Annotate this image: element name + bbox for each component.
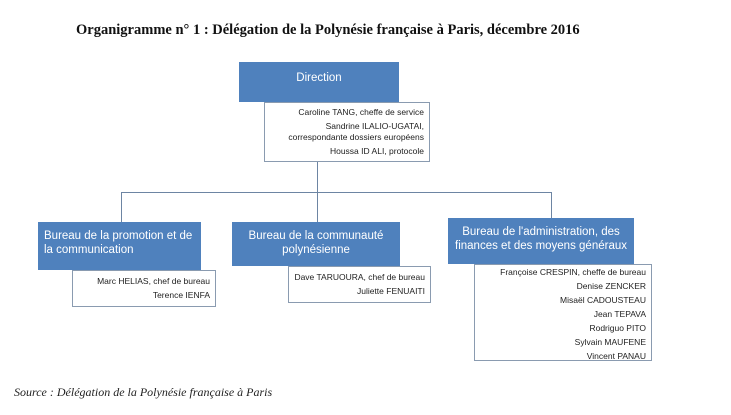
source-note: Source : Délégation de la Polynésie française à Paris xyxy=(14,385,273,399)
member-name: Denise ZENCKER xyxy=(576,281,646,291)
bureau-promotion-members xyxy=(72,270,216,307)
member-name: Houssa ID ALI, protocole xyxy=(329,146,424,156)
connector-bureau-2 xyxy=(317,192,318,222)
bureau-communaute-box xyxy=(232,222,400,266)
connector-bureau-1 xyxy=(121,192,122,222)
member-name: Sylvain MAUFENE xyxy=(574,337,646,347)
member-name: Juliette FENUAITI xyxy=(356,286,425,296)
connector-bureau-3 xyxy=(551,192,552,218)
bureau-label-line: Bureau de la promotion et de xyxy=(44,230,193,242)
connector-horizontal xyxy=(121,192,552,193)
bureau-label-line: la communication xyxy=(44,244,134,256)
direction-label: Direction xyxy=(296,72,342,84)
member-name: Jean TEPAVA xyxy=(593,309,646,319)
direction-members xyxy=(264,102,430,162)
page-title: Organigramme n° 1 : Délégation de la Polynésie française à Paris, décembre 2016 xyxy=(76,22,580,38)
bureau-promotion-box xyxy=(38,222,201,270)
direction-box xyxy=(239,62,399,102)
connector-direction-down xyxy=(317,162,318,192)
bureau-label-line: Bureau de la communauté xyxy=(248,230,384,242)
member-name: Sandrine ILALIO-UGATAI, xyxy=(325,121,424,131)
member-name: Caroline TANG, cheffe de service xyxy=(298,107,424,117)
member-name: Vincent PANAU xyxy=(586,351,646,361)
bureau-administration-box xyxy=(448,218,634,264)
member-name: Terence IENFA xyxy=(152,290,210,300)
member-name: Marc HELIAS, chef de bureau xyxy=(97,276,210,286)
member-name: Misaël CADOUSTEAU xyxy=(560,295,646,305)
bureau-label-line: polynésienne xyxy=(282,244,350,256)
member-name: Rodriguo PITO xyxy=(589,323,646,333)
member-name: Françoise CRESPIN, cheffe de bureau xyxy=(500,267,646,277)
bureau-label-line: finances et des moyens généraux xyxy=(455,240,627,252)
bureau-label-line: Bureau de l'administration, des xyxy=(462,226,620,238)
bureau-administration-members xyxy=(474,264,652,361)
member-role: correspondante dossiers européens xyxy=(288,132,424,142)
bureau-communaute-members xyxy=(288,266,431,303)
member-name: Dave TARUOURA, chef de bureau xyxy=(294,272,425,282)
